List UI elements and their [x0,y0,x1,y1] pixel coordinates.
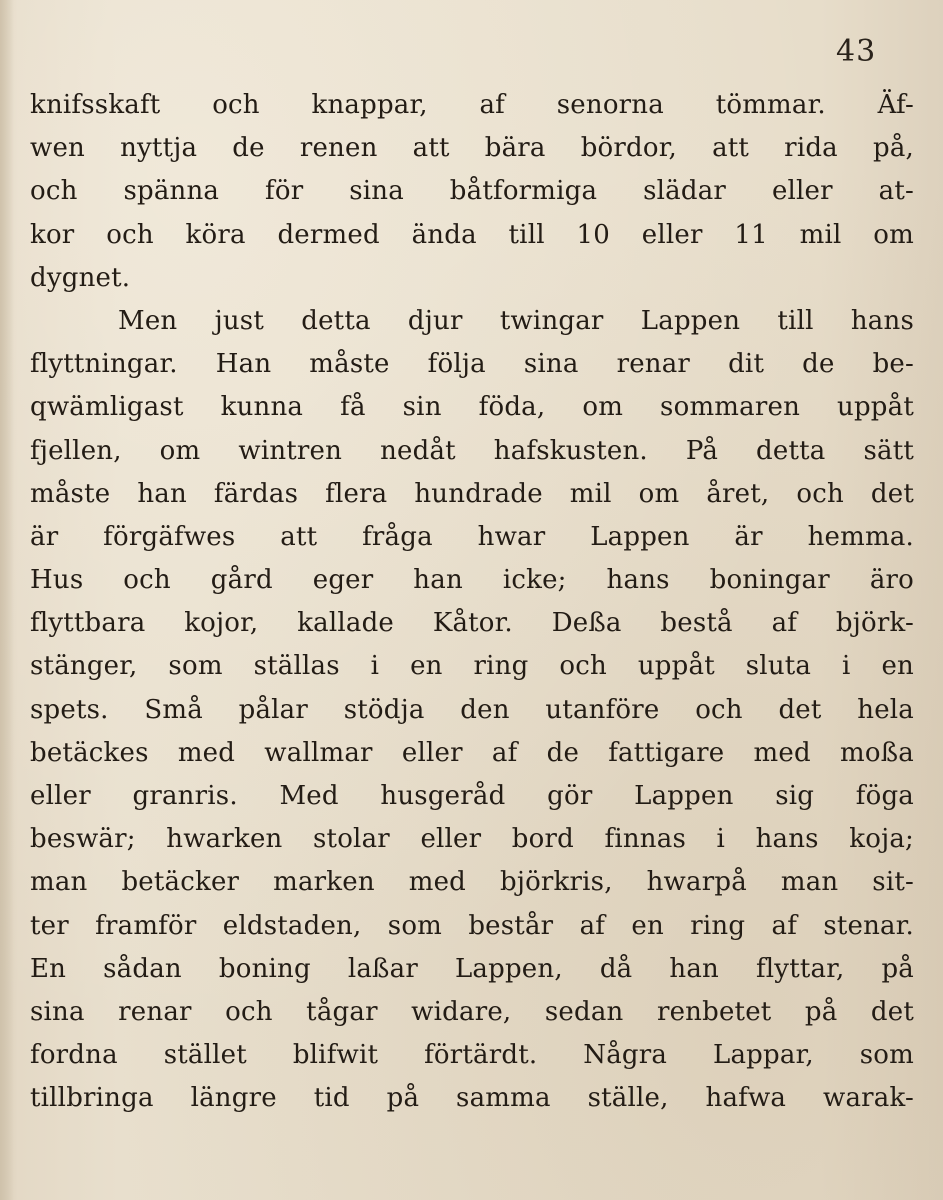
text-line: eller granris. Med husgeråd gör Lappen sig föga [30,781,914,811]
text-line: tillbringa längre tid på samma ställe, hafwa warak- [30,1083,914,1114]
text-line: man betäcker marken med björkris, hwarpå man sit- [30,867,914,898]
text-line: beswär; hwarken stolar eller bord finnas i hans koja; [30,824,914,855]
text-line: flyttningar. Han måste följa sina renar dit de be- [30,349,914,380]
text-line: spets. Små pålar stödja den utanföre och det hela [30,694,914,725]
text-line: flyttbara kojor, kallade Kåtor. Deßa bestå af björk- [30,608,914,639]
text-line: ter framför eldstaden, som består af en ring af stenar. [30,910,914,941]
page-edge-shadow [0,0,14,1200]
page-number: 43 [836,34,877,69]
text-line: En sådan boning laßar Lappen, då han flyttar, på [30,953,914,984]
text-line: betäckes med wallmar eller af de fattigare med moßa [30,737,914,768]
text-line: kor och köra dermed ända till 10 eller 11 mil om [30,219,914,250]
text-line: Men just detta djur twingar Lappen till hans [118,305,914,336]
text-line: och spänna för sina båtformiga slädar eller at- [30,176,914,207]
text-line: knifsskaft och knappar, af senorna tömmar. Äf- [30,90,914,120]
text-line: stänger, som ställas i en ring och uppåt sluta i en [30,651,914,682]
text-line: Hus och gård eger han icke; hans boningar äro [30,565,914,596]
text-line: sina renar och tågar widare, sedan renbetet på det [30,996,914,1027]
body-text [30,84,914,1121]
text-line: fordna stället blifwit förtärdt. Några Lappar, som [30,1040,914,1071]
text-line: qwämligast kunna få sin föda, om sommaren uppåt [30,392,914,423]
text-line: måste han färdas flera hundrade mil om året, och det [30,478,914,509]
text-line: wen nyttja de renen att bära bördor, att rida på, [30,133,914,164]
text-line: fjellen, om wintren nedåt hafskusten. På detta sätt [30,435,914,466]
text-line: dygnet. [30,262,131,293]
text-line: är förgäfwes att fråga hwar Lappen är hemma. [30,521,914,552]
